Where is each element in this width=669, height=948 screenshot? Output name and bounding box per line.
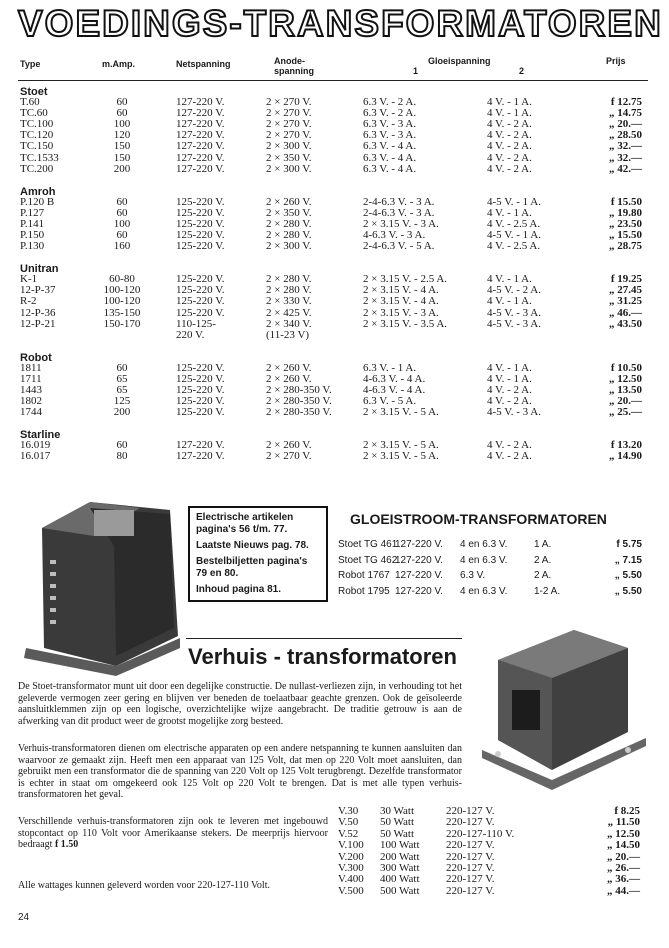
cell-net: 125-220 V. — [176, 406, 225, 419]
cell-prijs: „ 43.50 — [609, 317, 642, 330]
cell-g1: 2 × 3.15 V. - 2.5 A. — [363, 273, 448, 286]
cell-anode: 2 × 280-350 V. — [266, 384, 332, 396]
cell-anode: 2 × 270 V. — [266, 129, 312, 142]
col-header-g2: 2 — [519, 66, 525, 76]
cell-anode: 2 × 260 V. — [266, 195, 312, 208]
cell-g2: 4-5 V. - 1 A. — [487, 195, 541, 208]
cell-out: 6.3 V. — [460, 570, 486, 581]
cell-g2: 4 V. - 1 A. — [487, 206, 532, 219]
cell-ma: 160 — [113, 240, 131, 253]
cell-prijs: „ 14.50 — [607, 839, 640, 852]
cell-type: V.200 — [338, 850, 364, 863]
cell-type: V.400 — [338, 873, 364, 886]
cell-net: 127-220 V. — [176, 118, 225, 131]
col-header-type: Type — [20, 59, 41, 69]
verhuis-row — [334, 873, 644, 885]
cell-anode: 2 × 260 V. — [266, 372, 312, 385]
cell-prijs: „ 23.50 — [609, 217, 642, 230]
cell-ma: 100 — [113, 217, 131, 230]
table-row — [0, 219, 669, 230]
verhuis-title: Verhuis - transformatoren — [188, 644, 457, 669]
cell-net: 125-220 V. — [176, 361, 225, 374]
cell-type: P.127 — [20, 206, 45, 219]
index-line: Bestelbiljetten pagina's 79 en 80. — [196, 556, 308, 579]
cell-net: 220-127 V. — [446, 884, 495, 897]
cell-watt: 100 Watt — [380, 839, 420, 852]
cell-prijs: f 5.75 — [616, 539, 642, 550]
cell-type: TC.200 — [20, 162, 54, 175]
cell-prijs: „ 15.50 — [609, 229, 642, 241]
cell-out: 4 en 6.3 V. — [460, 539, 508, 550]
brand-heading: Amroh — [20, 185, 56, 198]
cell-ma: 200 — [113, 162, 131, 175]
cell-prijs: „ 44.— — [607, 884, 640, 897]
cell-ma: 60 — [116, 195, 128, 208]
cell-anode: 2 × 340 V. — [266, 317, 312, 330]
cell-type: V.100 — [338, 839, 364, 852]
cell-ma: 60 — [116, 96, 128, 108]
cell-g1: 2 × 3.15 V. - 3 A. — [363, 217, 439, 230]
cell-g2: 4 V. - 2 A. — [487, 450, 532, 463]
cell-net: 127-220 V. — [176, 107, 225, 120]
verhuis-row — [334, 816, 644, 828]
cell-prijs: „ 36.— — [607, 873, 640, 886]
cell-watt: 400 Watt — [380, 873, 420, 886]
col-header-anode: Anode- — [274, 56, 305, 66]
cell-prijs: „ 12.50 — [609, 372, 642, 385]
cell-a: 2 A. — [534, 570, 552, 581]
cell-net: 127-220 V. — [176, 151, 225, 164]
cell-g1: 4-6.3 V. - 3 A. — [363, 229, 426, 241]
cell-g2: 4 V. - 2 A. — [487, 395, 532, 408]
cell-prijs: „ 11.50 — [607, 816, 640, 829]
table-row — [0, 319, 669, 330]
cell-prijs: „ 28.50 — [609, 129, 642, 142]
cell-type: 12-P-21 — [20, 317, 56, 330]
cell-g1: 6.3 V. - 4 A. — [363, 162, 417, 175]
cell-type: 16.017 — [20, 450, 51, 463]
index-line: Electrische artikelen pagina's 56 t/m. 77. — [196, 512, 294, 535]
cell-g2: 4 V. - 1 A. — [487, 273, 532, 286]
cell-ma: 60 — [116, 206, 128, 219]
table-row — [0, 308, 669, 319]
cell-type: P.120 B — [20, 195, 55, 208]
cell-type: TC.60 — [20, 107, 48, 120]
cell-g1: 2 × 3.15 V. - 3 A. — [363, 306, 439, 319]
cell-net: 127-220 V. — [395, 585, 444, 597]
gloeistroom-row — [338, 555, 648, 567]
cell-net: 127-220 V. — [176, 140, 225, 153]
verhuis-paragraph-4: Alle wattages kunnen geleverd worden voor 220-127-110 Volt. — [18, 880, 270, 891]
cell-type: 1802 — [20, 395, 42, 408]
cell-prijs: „ 14.90 — [609, 450, 642, 463]
cell-watt: 50 Watt — [380, 827, 415, 840]
table-row — [0, 330, 669, 341]
cell-type: V.50 — [338, 816, 359, 829]
cell-anode: 2 × 425 V. — [266, 306, 312, 319]
verhuis-row — [334, 862, 644, 874]
cell-g1: 2 × 3.15 V. - 4 A. — [363, 295, 439, 308]
cell-net: 127-220 V. — [176, 162, 225, 175]
cell-type: 1811 — [20, 361, 42, 374]
cell-prijs: „ 31.25 — [609, 295, 642, 308]
cell-anode: 2 × 280 V. — [266, 217, 312, 230]
table-row — [0, 108, 669, 119]
cell-prijs: „ 19.80 — [609, 206, 642, 219]
cell-ma: 65 — [116, 384, 128, 396]
table-row — [0, 274, 669, 285]
cell-ma: 100-120 — [103, 284, 141, 297]
page-title: VOEDINGS-TRANSFORMATOREN — [18, 3, 663, 44]
cell-net: 220-127 V. — [446, 816, 495, 829]
verhuis-row — [334, 828, 644, 840]
cell-type: Robot 1795 — [338, 585, 390, 597]
cell-anode: 2 × 350 V. — [266, 151, 312, 164]
cell-g2: 4-5 V. - 3 A. — [487, 306, 541, 319]
cell-net: 220-127-110 V. — [446, 827, 515, 840]
table-row — [0, 119, 669, 130]
table-row — [0, 451, 669, 462]
cell-ma: 60 — [116, 107, 128, 120]
index-line: Inhoud pagina 81. — [196, 584, 282, 595]
cell-anode: 2 × 280-350 V. — [266, 395, 332, 408]
verhuis-paragraph-1: De Stoet-transformator munt uit door een degelijke constructie. De nullast-verliezen zijn, in verhouding tot het geleverde vermogen zeer gering en blijven ver beneden de toelaatbaar geachte grenzen. Ook de geïsoleerde aansluitklemmen zijn op een logische, overzichtelijke wijze aangebracht. De traditie getrouw is aan de afwerking van dit product weer de grootst mogelijke zorg besteed. — [18, 681, 462, 727]
cell-net: 220-127 V. — [446, 873, 495, 886]
cell-type: V.30 — [338, 805, 359, 817]
brand-heading: Stoet — [20, 86, 48, 98]
cell-prijs: „ 7.15 — [614, 554, 642, 566]
cell-prijs: „ 20.— — [607, 850, 640, 863]
cell-type: T.60 — [20, 96, 40, 108]
cell-anode: 2 × 330 V. — [266, 295, 312, 308]
table-row — [0, 208, 669, 219]
cell-type: Robot 1767 — [338, 570, 390, 581]
cell-prijs: „ 25.— — [609, 406, 642, 419]
cell-out: 4 en 6.3 V. — [460, 585, 508, 597]
cell-prijs: f 13.20 — [610, 439, 642, 452]
cell-prijs: „ 42.— — [609, 162, 642, 175]
cell-ma: 150 — [113, 151, 131, 164]
gloeistroom-row — [338, 539, 648, 551]
gloeistroom-row — [338, 586, 648, 598]
cell-prijs: „ 14.75 — [609, 107, 642, 120]
cell-g2: 4 V. - 1 A. — [487, 361, 532, 374]
cell-anode: 2 × 300 V. — [266, 240, 312, 253]
cell-type: 12-P-36 — [20, 306, 56, 319]
table-row — [0, 241, 669, 252]
cell-g1: 6.3 V. - 5 A. — [363, 395, 417, 408]
cell-anode: 2 × 270 V. — [266, 450, 312, 463]
cell-net: 125-220 V. — [176, 206, 225, 219]
verhuis-row — [334, 805, 644, 817]
cell-out: 4 en 6.3 V. — [460, 554, 508, 566]
cell-anode: 2 × 350 V. — [266, 206, 312, 219]
cell-g2: 4 V. - 2 A. — [487, 118, 532, 131]
cell-g1: 2-4-6.3 V. - 3 A. — [363, 195, 435, 208]
cell-ma: 60-80 — [109, 273, 135, 286]
cell-type: 12-P-37 — [20, 284, 56, 297]
cell-g2: 4 V. - 1 A. — [487, 372, 532, 385]
cell-anode: 2 × 280-350 V. — [266, 406, 332, 419]
cell-net: 125-220 V. — [176, 384, 225, 396]
cell-type: Stoet TG 462 — [338, 554, 398, 566]
cell-net: 127-220 V. — [176, 129, 225, 142]
table-row — [0, 230, 669, 241]
cell-prijs: „ 5.50 — [614, 570, 642, 581]
cell-g2: 4-5 V. - 3 A. — [487, 406, 541, 419]
cell-prijs: „ 32.— — [609, 140, 642, 153]
cell-g2: 4 V. - 1 A. — [487, 295, 532, 308]
cell-g2: 4 V. - 2 A. — [487, 129, 532, 142]
brand-heading: Starline — [20, 429, 61, 442]
verhuis-paragraph-3: Verschillende verhuis-transformatoren zijn ook te leveren met ingebouwd stopcontact op 110 Volt voor Amerikaanse stekers. De meerprijs hiervoor bedraagt f 1.50 — [18, 816, 328, 850]
cell-g2: 4 V. - 2 A. — [487, 162, 532, 175]
cell-prijs: „ 13.50 — [609, 384, 642, 396]
verhuis-row — [334, 839, 644, 851]
table-row — [0, 440, 669, 451]
cell-net: 110-125- — [176, 317, 216, 330]
cell-type: R-2 — [20, 295, 37, 308]
cell-watt: 30 Watt — [380, 805, 415, 817]
table-row — [0, 374, 669, 385]
cell-ma: 150 — [113, 140, 131, 153]
cell-type: 16.019 — [20, 439, 51, 452]
cell-g1: 2-4-6.3 V. - 3 A. — [363, 206, 435, 219]
cell-g1: 2-4-6.3 V. - 5 A. — [363, 240, 435, 253]
cell-ma: 100-120 — [103, 295, 141, 308]
verhuis-paragraph-2: Verhuis-transformatoren dienen om electrische apparaten op een andere netspanning te kunnen aansluiten dan waarvoor ze gemaakt zijn. Heeft men een apparaat van 125 Volt, dat men op 220 Volt moet aansluiten, dan gebruikt men een transformator die de spanning van 220 Volt op 125 Volt terugbrengt. Dezelfde transformator is echter in staat om omgekeerd ook 125 Volt op 220 Volt te brengen. Dat is met alle typen verhuis-transformatoren het geval. — [18, 743, 462, 800]
cell-a: 2 A. — [534, 554, 552, 566]
cell-net: 220-127 V. — [446, 805, 495, 817]
cell-g2: 4-5 V. - 2 A. — [487, 284, 541, 297]
cell-net: 125-220 V. — [176, 217, 225, 230]
cell-type: 1744 — [20, 406, 42, 419]
cell-type: P.150 — [20, 229, 45, 241]
cell-ma: 120 — [113, 129, 131, 142]
cell-g2: 4 V. - 2.5 A. — [487, 240, 541, 253]
cell-prijs: f 10.50 — [610, 361, 642, 374]
header-divider — [18, 80, 648, 81]
cell-watt: 50 Watt — [380, 816, 415, 829]
cell-g2: 4 V. - 1 A. — [487, 96, 532, 108]
cell-anode: (11-23 V) — [266, 328, 310, 341]
verhuis-row — [334, 885, 644, 897]
gloeistroom-row — [338, 570, 648, 582]
cell-net: 220-127 V. — [446, 850, 495, 863]
cell-net: 125-220 V. — [176, 372, 225, 385]
cell-ma: 125 — [113, 395, 131, 408]
cell-ma: 135-150 — [103, 306, 141, 319]
table-row — [0, 197, 669, 208]
cell-net: 125-220 V. — [176, 306, 225, 319]
cell-g2: 4 V. - 2.5 A. — [487, 217, 541, 230]
cell-type: P.130 — [20, 240, 45, 253]
cell-prijs: f 8.25 — [614, 805, 640, 817]
cell-prijs: „ 20.— — [609, 395, 642, 408]
cell-anode: 2 × 260 V. — [266, 361, 312, 374]
verhuis-row — [334, 851, 644, 863]
cell-prijs: „ 32.— — [609, 151, 642, 164]
cell-a: 1-2 A. — [534, 585, 561, 597]
cell-prijs: f 12.75 — [610, 96, 642, 108]
cell-net: 125-220 V. — [176, 229, 225, 241]
transformer-photo-2 — [478, 620, 650, 796]
col-header-anode-2: spanning — [274, 66, 314, 76]
cell-prijs: „ 26.— — [607, 862, 640, 874]
cell-type: Stoet TG 461 — [338, 539, 398, 550]
cell-g1: 4-6.3 V. - 4 A. — [363, 384, 426, 396]
cell-prijs: f 15.50 — [610, 195, 642, 208]
table-row — [0, 130, 669, 141]
cell-type: TC.150 — [20, 140, 54, 153]
cell-type: TC.120 — [20, 129, 54, 142]
cell-prijs: „ 27.45 — [609, 284, 642, 297]
cell-type: V.500 — [338, 884, 364, 897]
cell-type: K-1 — [20, 273, 38, 286]
cell-anode: 2 × 270 V. — [266, 96, 312, 108]
cell-anode: 2 × 270 V. — [266, 118, 312, 131]
cell-anode: 2 × 270 V. — [266, 107, 312, 120]
cell-type: 1443 — [20, 384, 42, 396]
cell-net: 220-127 V. — [446, 839, 495, 852]
cell-anode: 2 × 300 V. — [266, 162, 312, 175]
cell-prijs: „ 28.75 — [609, 240, 642, 253]
cell-g1: 6.3 V. - 2 A. — [363, 96, 417, 108]
cell-g1: 2 × 3.15 V. - 5 A. — [363, 450, 439, 463]
cell-net: 125-220 V. — [176, 295, 225, 308]
cell-net: 125-220 V. — [176, 195, 225, 208]
cell-ma: 60 — [116, 361, 128, 374]
cell-type: V.52 — [338, 827, 359, 840]
cell-g1: 6.3 V. - 3 A. — [363, 129, 417, 142]
table-row — [0, 153, 669, 164]
cell-net: 127-220 V. — [176, 450, 225, 463]
cell-type: TC.100 — [20, 118, 54, 131]
cell-g2: 4-5 V. - 3 A. — [487, 317, 541, 330]
cell-a: 1 A. — [534, 539, 552, 550]
col-header-ma: m.Amp. — [102, 59, 136, 69]
cell-net: 127-220 V. — [395, 570, 444, 581]
cell-prijs: „ 12.50 — [607, 827, 640, 840]
cell-g1: 2 × 3.15 V. - 5 A. — [363, 439, 439, 452]
brand-heading: Robot — [20, 351, 52, 364]
cell-net: 220-127 V. — [446, 862, 495, 874]
cell-ma: 65 — [116, 372, 128, 385]
cell-net: 125-220 V. — [176, 284, 225, 297]
page-number: 24 — [18, 912, 30, 923]
cell-g1: 4-6.3 V. - 4 A. — [363, 372, 426, 385]
brand-heading: Unitran — [20, 263, 59, 276]
cell-ma: 80 — [116, 450, 128, 463]
table-row — [0, 164, 669, 175]
transformer-photo — [20, 488, 185, 676]
cell-watt: 500 Watt — [380, 884, 420, 897]
cell-prijs: f 19.25 — [610, 273, 642, 286]
table-row — [0, 407, 669, 418]
index-box — [188, 506, 328, 602]
gloeistroom-title: GLOEISTROOM-TRANSFORMATOREN — [350, 511, 607, 527]
cell-g1: 6.3 V. - 2 A. — [363, 107, 417, 120]
cell-g1: 6.3 V. - 4 A. — [363, 151, 417, 164]
table-row — [0, 385, 669, 396]
cell-ma: 100 — [113, 118, 131, 131]
cell-anode: 2 × 280 V. — [266, 284, 312, 297]
cell-prijs: „ 20.— — [609, 118, 642, 131]
cell-prijs: „ 5.50 — [614, 585, 642, 597]
cell-g2: 4 V. - 2 A. — [487, 439, 532, 452]
cell-net: 127-220 V. — [176, 96, 225, 108]
table-row — [0, 285, 669, 296]
cell-type: V.300 — [338, 862, 364, 874]
col-header-gloei: Gloeispanning — [428, 56, 491, 66]
cell-watt: 300 Watt — [380, 862, 420, 874]
col-header-prijs: Prijs — [606, 56, 626, 66]
cell-ma: 150-170 — [103, 317, 141, 330]
cell-watt: 200 Watt — [380, 850, 420, 863]
cell-prijs: „ 46.— — [609, 306, 642, 319]
cell-ma: 200 — [113, 406, 131, 419]
table-row — [0, 97, 669, 108]
cell-net: 127-220 V. — [395, 554, 444, 566]
cell-type: P.141 — [20, 217, 45, 230]
cell-g2: 4 V. - 2 A. — [487, 151, 532, 164]
section-divider — [186, 638, 462, 639]
cell-ma: 60 — [116, 439, 128, 452]
col-header-net: Netspanning — [176, 59, 231, 69]
cell-g1: 2 × 3.15 V. - 4 A. — [363, 284, 439, 297]
cell-g1: 6.3 V. - 4 A. — [363, 140, 417, 153]
cell-g2: 4 V. - 1 A. — [487, 107, 532, 120]
cell-anode: 2 × 260 V. — [266, 439, 312, 452]
table-row — [0, 396, 669, 407]
cell-anode: 2 × 280 V. — [266, 229, 312, 241]
col-header-g1: 1 — [413, 66, 419, 76]
cell-g1: 6.3 V. - 1 A. — [363, 361, 417, 374]
cell-g2: 4-5 V. - 1 A. — [487, 229, 541, 241]
cell-g2: 4 V. - 2 A. — [487, 140, 532, 153]
cell-net: 127-220 V. — [395, 539, 444, 550]
cell-ma: 60 — [116, 229, 128, 241]
table-row — [0, 141, 669, 152]
index-line: Laatste Nieuws pag. 78. — [196, 540, 309, 551]
cell-net: 220 V. — [176, 328, 205, 341]
cell-g1: 2 × 3.15 V. - 3.5 A. — [363, 317, 448, 330]
cell-net: 127-220 V. — [176, 439, 225, 452]
cell-type: 1711 — [20, 372, 42, 385]
cell-g2: 4 V. - 2 A. — [487, 384, 532, 396]
cell-net: 125-220 V. — [176, 240, 225, 253]
cell-type: TC.1533 — [20, 151, 59, 164]
cell-g1: 6.3 V. - 3 A. — [363, 118, 417, 131]
cell-g1: 2 × 3.15 V. - 5 A. — [363, 406, 439, 419]
cell-net: 125-220 V. — [176, 273, 225, 286]
cell-anode: 2 × 300 V. — [266, 140, 312, 153]
table-row — [0, 296, 669, 307]
cell-anode: 2 × 280 V. — [266, 273, 312, 286]
cell-net: 125-220 V. — [176, 395, 225, 408]
table-row — [0, 363, 669, 374]
